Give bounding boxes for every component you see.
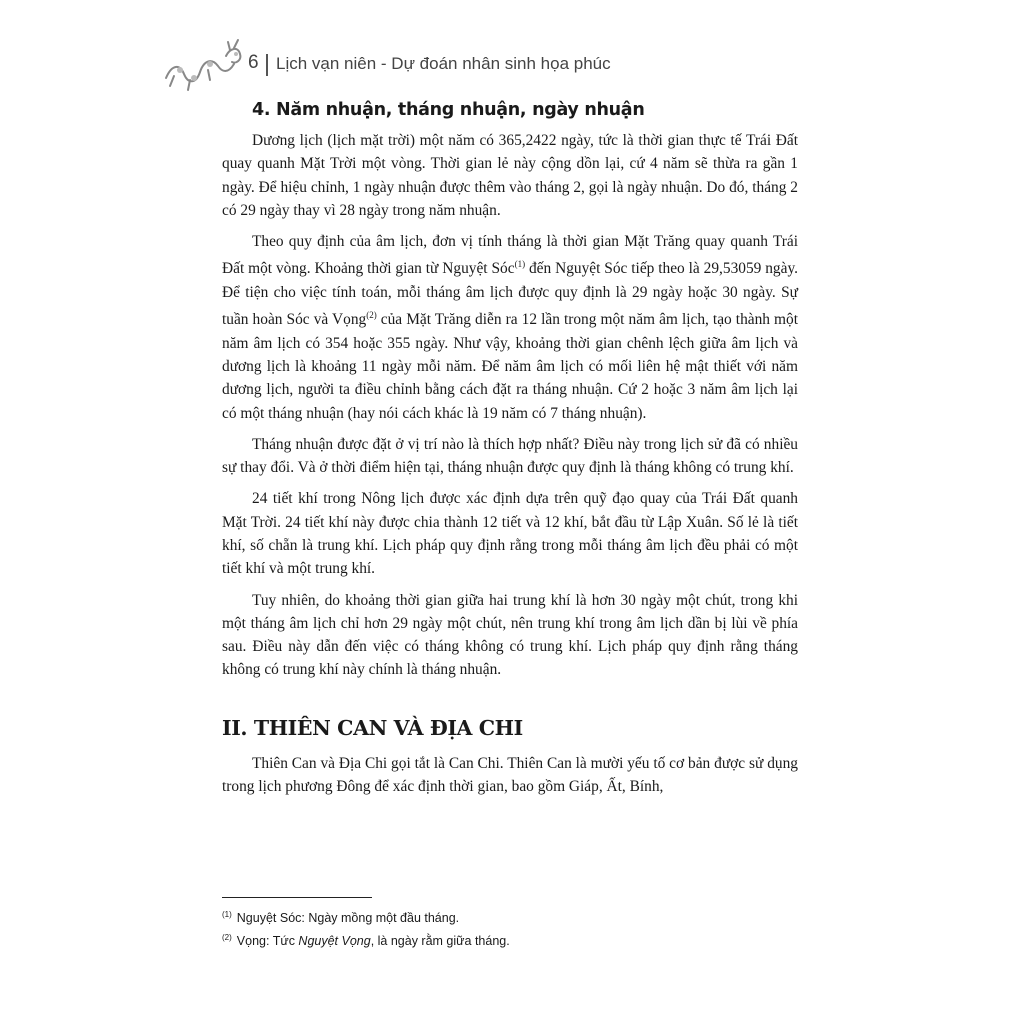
paragraph-text: đến Nguyệt Sóc tiếp theo là 29,53059 ngày. Để tiện cho việc tính toán, mỗi tháng âm lịch được quy định là 29 ngày hoặc 30 ngày. Sự tuần hoàn Sóc và Vọng	[222, 260, 799, 329]
footnote-text: Nguyệt Sóc: Ngày mồng một đầu tháng.	[236, 911, 460, 926]
footnote-text: , là ngày rằm giữa tháng.	[370, 934, 510, 949]
footnote	[222, 928, 782, 951]
paragraph: 24 tiết khí trong Nông lịch được xác định dựa trên quỹ đạo quay của Trái Đất quanh Mặt Trời. 24 tiết khí này được chia thành 12 tiết và 12 khí, bắt đầu từ Lập Xuân. Số lẻ là tiết khí, số chẵn là trung khí. Lịch pháp quy định rằng trong mỗi tháng âm lịch đều phải có một tiết khí và một trung khí.	[222, 490, 798, 578]
page-header	[160, 34, 860, 94]
footnote-emphasis: Nguyệt Vọng	[298, 934, 371, 949]
paragraph-text: của Mặt Trăng diễn ra 12 lần trong một năm âm lịch, tạo thành một năm âm lịch có 354 hoặc 355 ngày. Như vậy, khoảng thời gian chênh lệch giữa âm lịch và dương lịch là khoảng 11 ngày mỗi năm. Để năm âm lịch có mối liên hệ mật thiết với năm dương lịch, người ta điều chỉnh bằng cách đặt ra tháng nhuận. Cứ 2 hoặc 3 năm âm lịch lại có một tháng nhuận (hay nói cách khác là 19 năm có 7 tháng nhuận).	[222, 311, 798, 422]
section-heading: II. THIÊN CAN VÀ ĐỊA CHI	[222, 715, 523, 740]
paragraph	[222, 230, 798, 425]
footnote-mark: (2)	[222, 933, 232, 943]
page-number: 6	[248, 52, 259, 73]
paragraph-text: Theo quy định của âm lịch, đơn vị tính tháng là thời gian Mặt Trăng quay quanh Trái Đất một vòng. Khoảng thời gian từ Nguyệt Sóc	[222, 233, 798, 278]
running-title: Lịch vạn niên - Dự đoán nhân sinh họa phúc	[276, 54, 611, 73]
footnote-ref: (2)	[366, 310, 377, 321]
footnote-text: Vọng: Tức	[236, 934, 299, 949]
paragraph: Tháng nhuận được đặt ở vị trí nào là thích hợp nhất? Điều này trong lịch sử đã có nhiều sự thay đổi. Và ở thời điểm hiện tại, tháng nhuận được quy định là tháng không có trung khí.	[222, 435, 798, 477]
footnotes	[222, 905, 782, 951]
footnote	[222, 905, 782, 928]
page-body	[222, 100, 798, 806]
footnote-ref: (1)	[514, 259, 526, 270]
paragraph: Dương lịch (lịch mặt trời) một năm có 365,2422 ngày, tức là thời gian thực tế Trái Đất quay quanh Mặt Trời một vòng. Thời gian lẻ này cộng dồn lại, cứ 4 năm sẽ thừa ra gần 1 ngày. Để hiệu chỉnh, 1 ngày nhuận được thêm vào tháng 2, gọi là ngày nhuận. Do đó, tháng 2 có 29 ngày thay vì 28 ngày trong năm nhuận.	[222, 132, 798, 219]
footnote-mark: (1)	[222, 910, 232, 919]
dragon-ornament-icon	[160, 34, 244, 94]
header-divider	[266, 54, 268, 76]
paragraph: Tuy nhiên, do khoảng thời gian giữa hai trung khí là hơn 30 ngày một chút, trong khi một tháng âm lịch chỉ hơn 29 ngày một chút, nên trung khí trong âm lịch dần bị lùi về phía sau. Điều này dẫn đến việc có tháng không có trung khí. Lịch pháp quy định rằng tháng không có trung khí này chính là tháng nhuận.	[222, 591, 798, 679]
footnote-divider	[222, 897, 372, 898]
subsection-heading: 4. Năm nhuận, tháng nhuận, ngày nhuận	[252, 100, 645, 120]
paragraph: Thiên Can và Địa Chi gọi tắt là Can Chi. Thiên Can là mười yếu tố cơ bản được sử dụng trong lịch phương Đông để xác định thời gian, bao gồm Giáp, Ất, Bính,	[222, 754, 798, 796]
